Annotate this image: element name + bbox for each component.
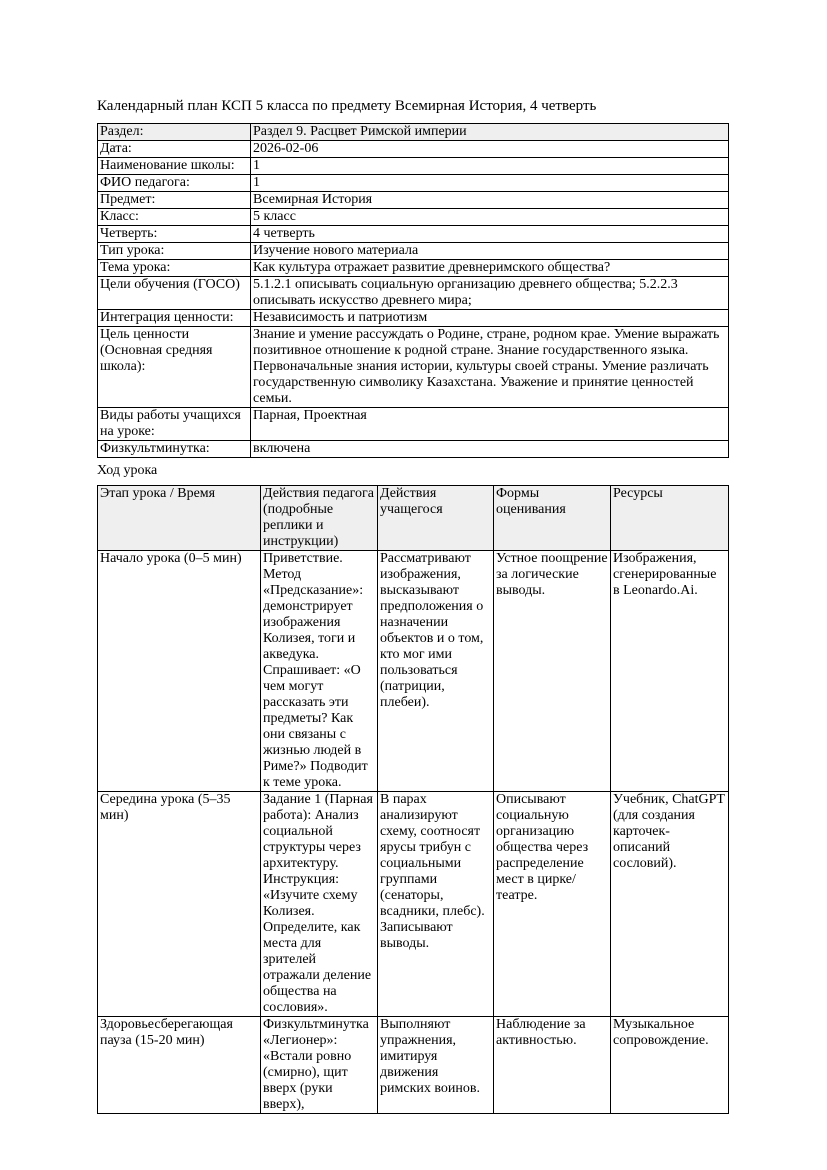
info-label: Цель ценности (Основная средняя школа): (98, 327, 251, 408)
info-row-values-goal (98, 327, 729, 408)
lesson-row-health-pause (98, 1017, 729, 1114)
section-heading: Ход урока (97, 463, 158, 478)
info-label: Наименование школы: (98, 158, 251, 175)
stage-cell: Начало урока (0–5 мин) (98, 551, 261, 792)
info-row-goals (98, 277, 729, 310)
info-label: Дата: (98, 141, 251, 158)
info-value: Изучение нового материала (251, 243, 729, 260)
student-actions-cell: Рассматривают изображения, высказывают предположения о назначении объектов и о том, кто мог ими пользоваться (патриции, плебеи). (378, 551, 494, 792)
info-row-values-integration (98, 310, 729, 327)
stage-cell: Середина урока (5–35 мин) (98, 792, 261, 1017)
column-header-resources: Ресурсы (611, 486, 729, 551)
column-header-assessment: Формы оценивания (494, 486, 611, 551)
info-row-razdel (98, 124, 729, 141)
info-row-work-types (98, 408, 729, 441)
lesson-flow-table (97, 485, 729, 1114)
info-row-subject (98, 192, 729, 209)
lesson-table-header-row (98, 486, 729, 551)
info-label: Предмет: (98, 192, 251, 209)
lesson-row-start (98, 551, 729, 792)
info-value: Знание и умение рассуждать о Родине, стране, родном крае. Умение выражать позитивное отношение к родной стране. Знание государственного языка. Первоначальные знания истории, культуры своей страны. Умение различать государственную символику Казахстана. Уважение и принятие ценностей семьи. (251, 327, 729, 408)
document-content (97, 98, 728, 1114)
info-label: Четверть: (98, 226, 251, 243)
info-value: 4 четверть (251, 226, 729, 243)
student-actions-cell: Выполняют упражнения, имитируя движения римских воинов. (378, 1017, 494, 1114)
teacher-actions-cell: Задание 1 (Парная работа): Анализ социальной структуры через архитектуру. Инструкция: «Изучите схему Колизея. Определите, как места для зрителей отражали деление общества на сословия». (261, 792, 378, 1017)
column-header-stage: Этап урока / Время (98, 486, 261, 551)
assessment-cell: Наблюдение за активностью. (494, 1017, 611, 1114)
resources-cell: Учебник, ChatGPT (для создания карточек-описаний сословий). (611, 792, 729, 1017)
info-value: 5 класс (251, 209, 729, 226)
info-value: включена (251, 441, 729, 458)
teacher-actions-cell: Физкультминутка «Легионер»: «Встали ровно (смирно), щит вверх (руки вверх), (261, 1017, 378, 1114)
lesson-row-middle (98, 792, 729, 1017)
resources-cell: Изображения, сгенерированные в Leonardo.Ai. (611, 551, 729, 792)
lesson-info-table (97, 123, 729, 458)
resources-cell: Музыкальное сопровождение. (611, 1017, 729, 1114)
info-label: Тема урока: (98, 260, 251, 277)
stage-cell: Здоровьесберегающая пауза (15-20 мин) (98, 1017, 261, 1114)
info-value: Как культура отражает развитие древнеримского общества? (251, 260, 729, 277)
info-row-data (98, 141, 729, 158)
info-row-physical-minute (98, 441, 729, 458)
info-label: Тип урока: (98, 243, 251, 260)
info-value: 1 (251, 175, 729, 192)
info-label: ФИО педагога: (98, 175, 251, 192)
assessment-cell: Устное поощрение за логические выводы. (494, 551, 611, 792)
info-value: 2026-02-06 (251, 141, 729, 158)
info-value: 1 (251, 158, 729, 175)
info-row-quarter (98, 226, 729, 243)
assessment-cell: Описывают социальную организацию общества через распределение мест в цирке/театре. (494, 792, 611, 1017)
info-label: Раздел: (98, 124, 251, 141)
info-row-lesson-topic (98, 260, 729, 277)
info-label: Класс: (98, 209, 251, 226)
info-row-lesson-type (98, 243, 729, 260)
column-header-student-actions: Действия учащегося (378, 486, 494, 551)
column-header-teacher-actions: Действия педагога (подробные реплики и инструкции) (261, 486, 378, 551)
student-actions-cell: В парах анализируют схему, соотносят ярусы трибун с социальными группами (сенаторы, всадники, плебс). Записывают выводы. (378, 792, 494, 1017)
info-label: Цели обучения (ГОСО) (98, 277, 251, 310)
info-value: Всемирная История (251, 192, 729, 209)
info-value: Парная, Проектная (251, 408, 729, 441)
info-row-teacher (98, 175, 729, 192)
info-value: Независимость и патриотизм (251, 310, 729, 327)
info-row-school (98, 158, 729, 175)
info-value: Раздел 9. Расцвет Римской империи (251, 124, 729, 141)
info-label: Виды работы учащихся на уроке: (98, 408, 251, 441)
teacher-actions-cell: Приветствие. Метод «Предсказание»: демонстрирует изображения Колизея, тоги и акведука. Спрашивает: «О чем могут рассказать эти предметы? Как они связаны с жизнью людей в Риме?» Подводит к теме урока. (261, 551, 378, 792)
info-value: 5.1.2.1 описывать социальную организацию древнего общества; 5.2.2.3 описывать искусство древнего мира; (251, 277, 729, 310)
document-title: Календарный план КСП 5 класса по предмету Всемирная История, 4 четверть (97, 98, 597, 114)
info-label: Интеграция ценности: (98, 310, 251, 327)
info-label: Физкультминутка: (98, 441, 251, 458)
info-row-class (98, 209, 729, 226)
